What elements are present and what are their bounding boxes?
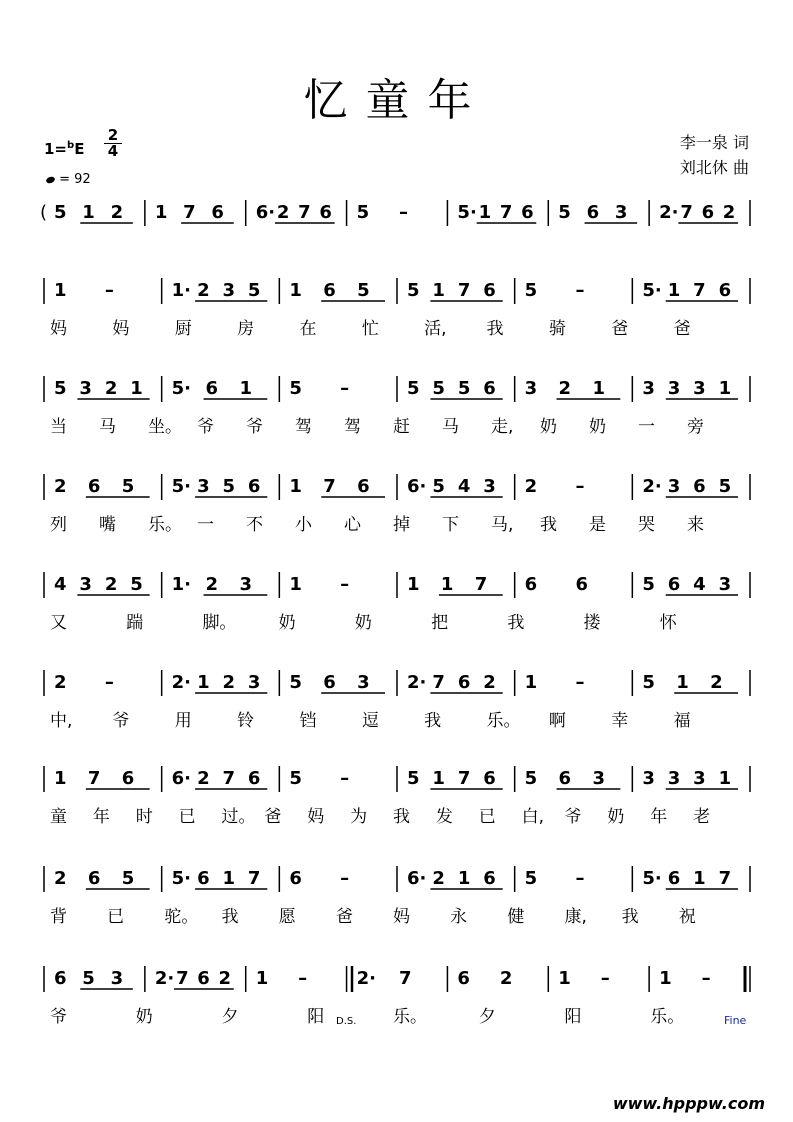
lyric-syllable: 厨 bbox=[174, 319, 192, 339]
note-numeral: 7 bbox=[399, 968, 412, 989]
lyric-syllable: 奶 bbox=[607, 807, 625, 827]
note-numeral: 7 bbox=[693, 280, 706, 301]
note-numeral: 5 bbox=[130, 574, 143, 595]
note-numeral: 6 bbox=[197, 968, 210, 989]
note-numeral: 1 bbox=[407, 574, 420, 595]
note-numeral: 3 bbox=[642, 768, 655, 789]
note-numeral: 7 bbox=[323, 476, 336, 497]
lyric-syllable: 妈 bbox=[393, 907, 410, 927]
note-numeral: 3 bbox=[642, 378, 655, 399]
lyric-syllable: 列 bbox=[50, 515, 67, 535]
note-numeral: 6 bbox=[197, 868, 210, 889]
note-numeral: 2 bbox=[432, 868, 445, 889]
note-numeral: 1· bbox=[171, 574, 192, 595]
note-numeral: 7 bbox=[247, 868, 261, 889]
note-numeral: 6 bbox=[247, 476, 261, 497]
note-numeral: 6 bbox=[718, 280, 732, 301]
lyric-syllable: 老 bbox=[693, 807, 711, 827]
lyric-syllable: 小 bbox=[295, 515, 312, 535]
lyric-syllable: 一 bbox=[197, 515, 214, 535]
note-numeral: 3 bbox=[222, 280, 236, 301]
lyric-syllable: 在 bbox=[299, 319, 317, 339]
note-numeral: 7 bbox=[457, 768, 471, 789]
note-numeral: 5 bbox=[642, 672, 655, 693]
note-numeral: 7 bbox=[176, 968, 189, 989]
note-numeral: – bbox=[298, 968, 308, 989]
note-numeral: – bbox=[340, 868, 350, 889]
note-numeral: 5· bbox=[642, 280, 662, 301]
note-numeral: 5 bbox=[407, 280, 420, 301]
note-numeral: 6 bbox=[558, 768, 572, 789]
lyric-syllable: 又 bbox=[50, 613, 67, 633]
note-numeral: 2 bbox=[110, 202, 124, 223]
note-numeral: 3 bbox=[79, 574, 92, 595]
lyric-syllable: 哭 bbox=[638, 515, 655, 535]
lyric-syllable: 祝 bbox=[678, 907, 696, 927]
note-numeral: – bbox=[600, 968, 610, 989]
note-numeral: 5 bbox=[54, 202, 67, 223]
note-numeral: 3 bbox=[693, 768, 706, 789]
note-numeral: 3 bbox=[667, 476, 681, 497]
lyric-syllable: 搂 bbox=[583, 613, 601, 633]
note-numeral: 5 bbox=[289, 378, 302, 399]
note-numeral: 7 bbox=[432, 672, 445, 693]
note-numeral: 6 bbox=[121, 768, 135, 789]
note-numeral: 5 bbox=[289, 672, 302, 693]
note-numeral: 6 bbox=[521, 202, 534, 223]
lyric-syllable: 已 bbox=[178, 807, 196, 827]
note-numeral: 6 bbox=[87, 868, 101, 889]
lyric-syllable: 马 bbox=[442, 417, 459, 437]
note-numeral: 1 bbox=[197, 672, 210, 693]
note-numeral: 6 bbox=[457, 672, 471, 693]
note-numeral: 1 bbox=[440, 574, 454, 595]
note-numeral: 6 bbox=[289, 868, 302, 889]
lyric-syllable: 不 bbox=[246, 515, 263, 535]
note-numeral: – bbox=[575, 672, 585, 693]
note-numeral: 1 bbox=[239, 378, 252, 399]
lyric-syllable: 驼。 bbox=[164, 907, 199, 927]
lyric-syllable: 坐。 bbox=[148, 417, 182, 437]
note-numeral: 2 bbox=[197, 280, 210, 301]
lyric-syllable: 乐。 bbox=[393, 1007, 427, 1027]
note-numeral: 5· bbox=[171, 476, 192, 497]
lyric-syllable: 妈 bbox=[112, 319, 130, 339]
note-numeral: – bbox=[340, 768, 350, 789]
lyric-syllable: 康, bbox=[564, 907, 587, 927]
note-numeral: 6 bbox=[586, 202, 600, 223]
lyric-syllable: 心 bbox=[344, 515, 361, 535]
note-numeral: 5 bbox=[289, 768, 302, 789]
note-numeral: 3 bbox=[667, 768, 681, 789]
note-numeral: 5 bbox=[718, 476, 732, 497]
note-numeral: 3 bbox=[483, 476, 496, 497]
note-numeral: 2 bbox=[54, 868, 67, 889]
lyric-syllable: 发 bbox=[435, 807, 453, 827]
note-numeral: 3 bbox=[667, 378, 681, 399]
note-numeral: 2 bbox=[558, 378, 572, 399]
note-numeral: 7 bbox=[87, 768, 101, 789]
note-numeral: 1 bbox=[222, 868, 236, 889]
lyric-syllable: 乐。 bbox=[148, 515, 182, 535]
lyric-syllable: 童 bbox=[50, 807, 67, 827]
note-numeral: 2 bbox=[197, 768, 210, 789]
lyric-syllable: 我 bbox=[540, 515, 557, 535]
note-numeral: 6 bbox=[205, 378, 219, 399]
note-numeral: 5 bbox=[457, 378, 471, 399]
lyric-syllable: 背 bbox=[50, 907, 67, 927]
note-numeral: 3 bbox=[79, 378, 92, 399]
note-numeral: 7 bbox=[222, 768, 236, 789]
note-numeral: 4 bbox=[693, 574, 706, 595]
note-numeral: 5 bbox=[432, 378, 445, 399]
note-numeral: 7 bbox=[298, 202, 311, 223]
note-numeral: 1 bbox=[289, 574, 302, 595]
lyric-syllable: 年 bbox=[92, 807, 110, 827]
lyric-syllable: 夕 bbox=[478, 1007, 496, 1027]
note-numeral: 2 bbox=[54, 672, 67, 693]
lyricist: 李一泉 词 bbox=[679, 133, 749, 152]
note-numeral: – bbox=[575, 280, 585, 301]
note-numeral: 1· bbox=[171, 280, 192, 301]
note-numeral: 1 bbox=[693, 868, 706, 889]
lyric-syllable: 下 bbox=[442, 515, 459, 535]
note-numeral: 6· bbox=[407, 868, 427, 889]
lyric-syllable: 房 bbox=[237, 319, 255, 339]
note-numeral: 2 bbox=[222, 672, 236, 693]
note-numeral: 2· bbox=[171, 672, 192, 693]
note-numeral: 6 bbox=[524, 574, 538, 595]
note-numeral: – bbox=[399, 202, 408, 223]
lyric-syllable: 我 bbox=[393, 807, 410, 827]
note-numeral: 1 bbox=[255, 968, 269, 989]
note-numeral: 5· bbox=[642, 868, 662, 889]
note-numeral: 1 bbox=[432, 280, 445, 301]
note-numeral: 6 bbox=[483, 378, 496, 399]
note-numeral: 1 bbox=[718, 378, 732, 399]
lyric-syllable: 是 bbox=[589, 515, 606, 535]
note-numeral: 1 bbox=[659, 968, 672, 989]
note-numeral: 1 bbox=[478, 202, 492, 223]
note-numeral: 2 bbox=[499, 968, 513, 989]
flat-sign: b bbox=[67, 140, 75, 151]
lyric-syllable: 踹 bbox=[126, 613, 144, 633]
note-numeral: 5 bbox=[82, 968, 95, 989]
note-numeral: 6 bbox=[693, 476, 706, 497]
lyric-syllable: 阳 bbox=[564, 1007, 582, 1027]
lyric-syllable: 时 bbox=[135, 807, 153, 827]
note-numeral: 7 bbox=[457, 280, 471, 301]
lyric-syllable: 福 bbox=[673, 711, 691, 731]
note-numeral: 3 bbox=[247, 672, 261, 693]
lyric-syllable: 把 bbox=[431, 613, 449, 633]
meter-bottom: 4 bbox=[107, 142, 119, 160]
note-numeral: 2 bbox=[722, 202, 736, 223]
note-numeral: 1 bbox=[289, 280, 302, 301]
lyric-syllable: 逗 bbox=[361, 711, 379, 731]
note-numeral: 3 bbox=[197, 476, 210, 497]
lyric-syllable: 啊 bbox=[548, 711, 566, 731]
key-note: E bbox=[74, 140, 85, 158]
note-numeral: 2 bbox=[524, 476, 538, 497]
lyric-syllable: 奶 bbox=[589, 417, 606, 437]
note-numeral: 5 bbox=[407, 378, 420, 399]
lyric-syllable: 健 bbox=[507, 907, 525, 927]
lyric-syllable: 奶 bbox=[354, 613, 372, 633]
note-numeral: 3 bbox=[693, 378, 706, 399]
note-numeral: 3 bbox=[718, 574, 732, 595]
note-numeral: 5 bbox=[356, 202, 370, 223]
note-numeral: – bbox=[701, 968, 711, 989]
lyric-syllable: 爸 bbox=[264, 807, 282, 827]
note-numeral: 5 bbox=[524, 280, 538, 301]
lyric-syllable: 忙 bbox=[361, 319, 379, 339]
note-numeral: – bbox=[575, 868, 585, 889]
note-numeral: 1 bbox=[718, 768, 732, 789]
lyric-syllable: 夕 bbox=[221, 1007, 239, 1027]
lyric-syllable: 永 bbox=[450, 907, 468, 927]
note-numeral: 2· bbox=[356, 968, 376, 989]
lyric-syllable: 铃 bbox=[237, 711, 255, 731]
note-numeral: 5 bbox=[357, 280, 370, 301]
dal-segno-mark: D.S. bbox=[336, 1016, 357, 1027]
note-numeral: 5 bbox=[558, 202, 571, 223]
note-numeral: 6 bbox=[483, 768, 496, 789]
lyric-syllable: 走, bbox=[491, 417, 514, 437]
note-numeral: 6 bbox=[667, 574, 681, 595]
lyric-syllable: 爸 bbox=[611, 319, 629, 339]
note-numeral: 3 bbox=[239, 574, 252, 595]
note-numeral: 5 bbox=[121, 868, 135, 889]
note-numeral: 2 bbox=[104, 378, 118, 399]
lyric-syllable: 奶 bbox=[540, 417, 557, 437]
note-numeral: 7 bbox=[718, 868, 732, 889]
lyric-syllable: 我 bbox=[507, 613, 525, 633]
lyric-syllable: 乐。 bbox=[486, 711, 521, 731]
lyric-syllable: 已 bbox=[478, 807, 496, 827]
note-numeral: 7 bbox=[474, 574, 488, 595]
note-numeral: – bbox=[575, 476, 585, 497]
lyric-syllable: 怀 bbox=[659, 613, 677, 633]
note-numeral: 1 bbox=[592, 378, 605, 399]
note-numeral: 5· bbox=[171, 868, 192, 889]
note-numeral: 2 bbox=[104, 574, 118, 595]
note-numeral: 5 bbox=[407, 768, 420, 789]
lyric-syllable: 爷 bbox=[50, 1007, 67, 1027]
lyric-syllable: 我 bbox=[621, 907, 639, 927]
note-numeral: – bbox=[104, 280, 114, 301]
note-numeral: 6 bbox=[211, 202, 224, 223]
lyric-syllable: 驾 bbox=[295, 417, 312, 437]
note-numeral: 2 bbox=[218, 968, 232, 989]
lyric-syllable: 为 bbox=[350, 807, 368, 827]
lyric-syllable: 妈 bbox=[50, 319, 67, 339]
lyric-syllable: 爷 bbox=[246, 417, 263, 437]
note-numeral: 3 bbox=[110, 968, 124, 989]
note-numeral: 6 bbox=[319, 202, 332, 223]
note-numeral: – bbox=[104, 672, 114, 693]
lyric-syllable: 用 bbox=[174, 711, 192, 731]
lyric-syllable: 奶 bbox=[278, 613, 296, 633]
note-numeral: 5· bbox=[457, 202, 477, 223]
note-numeral: 3 bbox=[592, 768, 605, 789]
note-numeral: 1 bbox=[676, 672, 689, 693]
note-numeral: 6 bbox=[247, 768, 261, 789]
note-numeral: 7 bbox=[680, 202, 693, 223]
note-numeral: 7 bbox=[499, 202, 513, 223]
key-prefix: 1= bbox=[44, 140, 68, 158]
note-numeral: 1 bbox=[667, 280, 681, 301]
note-numeral: 1 bbox=[54, 280, 67, 301]
note-numeral: 2· bbox=[642, 476, 662, 497]
note-numeral: 1 bbox=[457, 868, 471, 889]
lyric-syllable: 骑 bbox=[548, 319, 566, 339]
note-numeral: 1 bbox=[54, 768, 67, 789]
lyric-syllable: 阳 bbox=[307, 1007, 325, 1027]
lyric-syllable: 愿 bbox=[278, 907, 296, 927]
note-numeral: 3 bbox=[524, 378, 538, 399]
note-numeral: 1 bbox=[558, 968, 571, 989]
lyric-syllable: 乐。 bbox=[650, 1007, 685, 1027]
note-numeral: 5 bbox=[432, 476, 445, 497]
note-numeral: 5· bbox=[171, 378, 192, 399]
lyric-syllable: 爸 bbox=[673, 319, 691, 339]
lyric-syllable: 已 bbox=[107, 907, 125, 927]
lyric-syllable: 爷 bbox=[564, 807, 582, 827]
note-numeral: 6 bbox=[701, 202, 715, 223]
note-numeral: 2· bbox=[659, 202, 679, 223]
lyric-syllable: 奶 bbox=[135, 1007, 153, 1027]
lyric-syllable: 白, bbox=[521, 807, 545, 827]
note-numeral: 5 bbox=[642, 574, 655, 595]
note-numeral: 2 bbox=[710, 672, 723, 693]
website-watermark: www.hpppw.com bbox=[612, 1094, 765, 1113]
note-numeral: 6 bbox=[483, 280, 496, 301]
note-numeral: 2· bbox=[154, 968, 175, 989]
note-numeral: 2 bbox=[483, 672, 496, 693]
note-numeral: 5 bbox=[54, 378, 67, 399]
lyric-syllable: 驾 bbox=[344, 417, 361, 437]
lyric-syllable: 铛 bbox=[299, 711, 317, 731]
lyric-syllable: 过。 bbox=[221, 807, 256, 827]
meter-top: 2 bbox=[104, 128, 122, 144]
note-numeral: 2 bbox=[205, 574, 219, 595]
lyric-syllable: 我 bbox=[221, 907, 239, 927]
repeat-paren-open: ( bbox=[40, 202, 48, 223]
lyric-syllable: 掉 bbox=[393, 515, 410, 535]
note-numeral: 6 bbox=[87, 476, 101, 497]
lyric-syllable: 我 bbox=[486, 319, 504, 339]
note-numeral: 1 bbox=[82, 202, 95, 223]
note-numeral: 6· bbox=[171, 768, 192, 789]
note-numeral: 6 bbox=[357, 476, 370, 497]
lyric-syllable: 来 bbox=[687, 515, 704, 535]
song-title: 忆童年 bbox=[303, 75, 490, 126]
note-numeral: 6 bbox=[323, 672, 336, 693]
lyric-syllable: 幸 bbox=[611, 711, 629, 731]
lyric-syllable: 我 bbox=[424, 711, 442, 731]
lyric-syllable: 爷 bbox=[197, 417, 214, 437]
lyric-syllable: 马, bbox=[491, 515, 514, 535]
note-numeral: 6 bbox=[483, 868, 496, 889]
lyric-syllable: 中, bbox=[50, 711, 73, 731]
lyric-syllable: 一 bbox=[638, 417, 655, 437]
note-numeral: 5 bbox=[524, 768, 538, 789]
note-numeral: 2 bbox=[54, 476, 67, 497]
note-numeral: 1 bbox=[432, 768, 445, 789]
note-numeral: 6 bbox=[667, 868, 681, 889]
lyric-syllable: 年 bbox=[650, 807, 668, 827]
lyric-syllable: 爸 bbox=[335, 907, 353, 927]
note-numeral: – bbox=[340, 378, 350, 399]
note-numeral: 1 bbox=[130, 378, 143, 399]
lyric-syllable: 脚。 bbox=[202, 613, 237, 633]
note-numeral: 6· bbox=[407, 476, 427, 497]
note-numeral: 1 bbox=[524, 672, 538, 693]
note-numeral: 5 bbox=[121, 476, 135, 497]
lyric-syllable: 爷 bbox=[112, 711, 130, 731]
note-numeral: 3 bbox=[357, 672, 370, 693]
note-numeral: 6 bbox=[54, 968, 67, 989]
note-numeral: 4 bbox=[457, 476, 471, 497]
note-numeral: 5 bbox=[222, 476, 236, 497]
note-numeral: – bbox=[340, 574, 350, 595]
note-numeral: 7 bbox=[183, 202, 196, 223]
lyric-syllable: 嘴 bbox=[99, 515, 116, 535]
composer: 刘北休 曲 bbox=[679, 158, 749, 177]
note-numeral: 1 bbox=[154, 202, 168, 223]
note-numeral: 5 bbox=[247, 280, 261, 301]
note-numeral: 4 bbox=[54, 574, 67, 595]
note-numeral: 6 bbox=[575, 574, 589, 595]
note-numeral: 2 bbox=[276, 202, 290, 223]
lyric-syllable: 活, bbox=[424, 319, 447, 339]
note-numeral: 3 bbox=[614, 202, 628, 223]
fine-mark: Fine bbox=[724, 1014, 747, 1027]
lyric-syllable: 妈 bbox=[307, 807, 325, 827]
tempo-value: = 92 bbox=[59, 172, 91, 187]
lyric-syllable: 赶 bbox=[393, 417, 410, 437]
note-numeral: 2· bbox=[407, 672, 427, 693]
note-numeral: 5 bbox=[524, 868, 538, 889]
note-numeral: 1 bbox=[289, 476, 302, 497]
lyric-syllable: 旁 bbox=[687, 417, 704, 437]
note-numeral: 6· bbox=[255, 202, 276, 223]
note-numeral: 6 bbox=[457, 968, 470, 989]
lyric-syllable: 当 bbox=[50, 417, 67, 437]
lyric-syllable: 马 bbox=[99, 417, 116, 437]
note-numeral: 6 bbox=[323, 280, 336, 301]
